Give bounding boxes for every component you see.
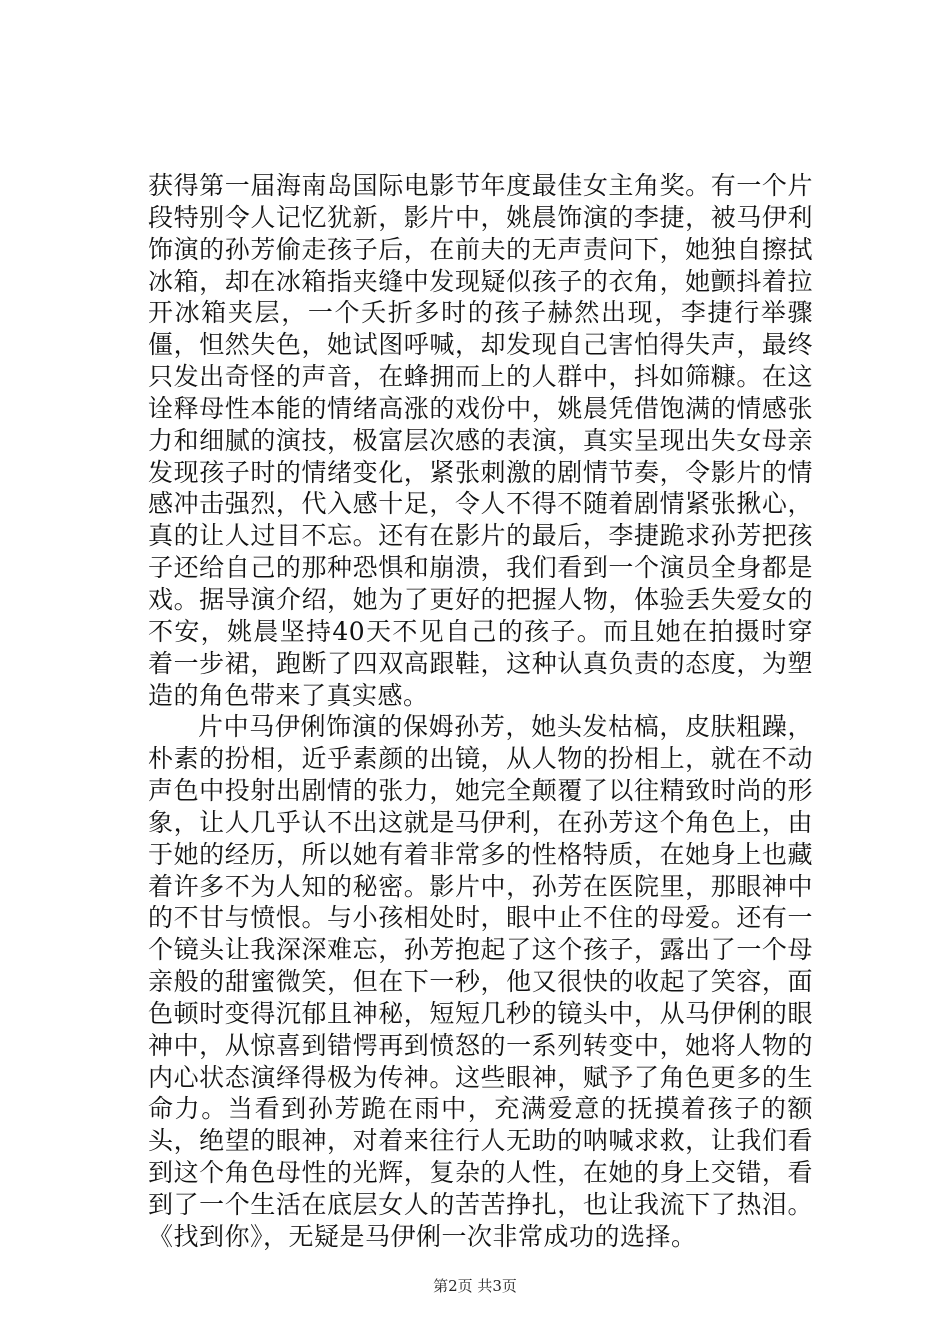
paragraph: 获得第一届海南岛国际电影节年度最佳女主角奖。有一个片段特别令人记忆犹新，影片中，姚晨饰演的李捷，被马伊利饰演的孙芳偷走孩子后，在前夫的无声责问下，她独自擦拭冰箱，却在冰箱指夹缝中发现疑似孩子的衣角，她颤抖着拉开冰箱夹层，一个夭折多时的孩子赫然出现，李捷行举骤僵，怛然失色，她试图呼喊，却发现自己害怕得失声，最终只发出奇怪的声音，在蜂拥而上的人群中，抖如筛糠。在这诠释母性本能的情绪高涨的戏份中，姚晨凭借饱满的情感张力和细腻的演技，极富层次感的表演，真实呈现出失女母亲发现孩子时的情绪变化，紧张刺激的剧情节奏，令影片的情感冲击强烈，代入感十足，令人不得不随着剧情紧张揪心，真的让人过目不忘。还有在影片的最后，李捷跪求孙芳把孩子还给自己的那种恐惧和崩溃，我们看到一个演员全身都是戏。据导演介绍，她为了更好的把握人物，体验丢失爱女的不安，姚晨坚持40天不见自己的孩子。而且她在拍摄时穿着一步裙，跑断了四双高跟鞋，这种认真负责的态度，为塑造的角色带来了真实感。 xyxy=(148,171,813,710)
page-number-footer: 第2页 共3页 xyxy=(433,1277,517,1295)
paragraph: 片中马伊俐饰演的保姆孙芳，她头发枯槁，皮肤粗躁，朴素的扮相，近乎素颜的出镜，从人物的扮相上，就在不动声色中投射出剧情的张力，她完全颠覆了以往精致时尚的形象，让人几乎认不出这就是马伊利，在孙芳这个角色上，由于她的经历，所以她有着非常多的性格特质，在她身上也藏着许多不为人知的秘密。影片中，孙芳在医院里，那眼神中的不甘与愤恨。与小孩相处时，眼中止不住的母爱。还有一个镜头让我深深难忘，孙芳抱起了这个孩子，露出了一个母亲般的甜蜜微笑，但在下一秒，他又很快的收起了笑容，面色顿时变得沉郁且神秘，短短几秒的镜头中，从马伊俐的眼神中，从惊喜到错愕再到愤怒的一系列转变中，她将人物的内心状态演绎得极为传神。这些眼神，赋予了角色更多的生命力。当看到孙芳跪在雨中，充满爱意的抚摸着孩子的额头，绝望的眼神，对着来往行人无助的呐喊求救，让我们看到这个角色母性的光辉，复杂的人性，在她的身上交错，看到了一个生活在底层女人的苦苦挣扎，也让我流下了热泪。《找到你》，无疑是马伊俐一次非常成功的选择。 xyxy=(148,712,813,1251)
document-body xyxy=(148,170,813,1253)
